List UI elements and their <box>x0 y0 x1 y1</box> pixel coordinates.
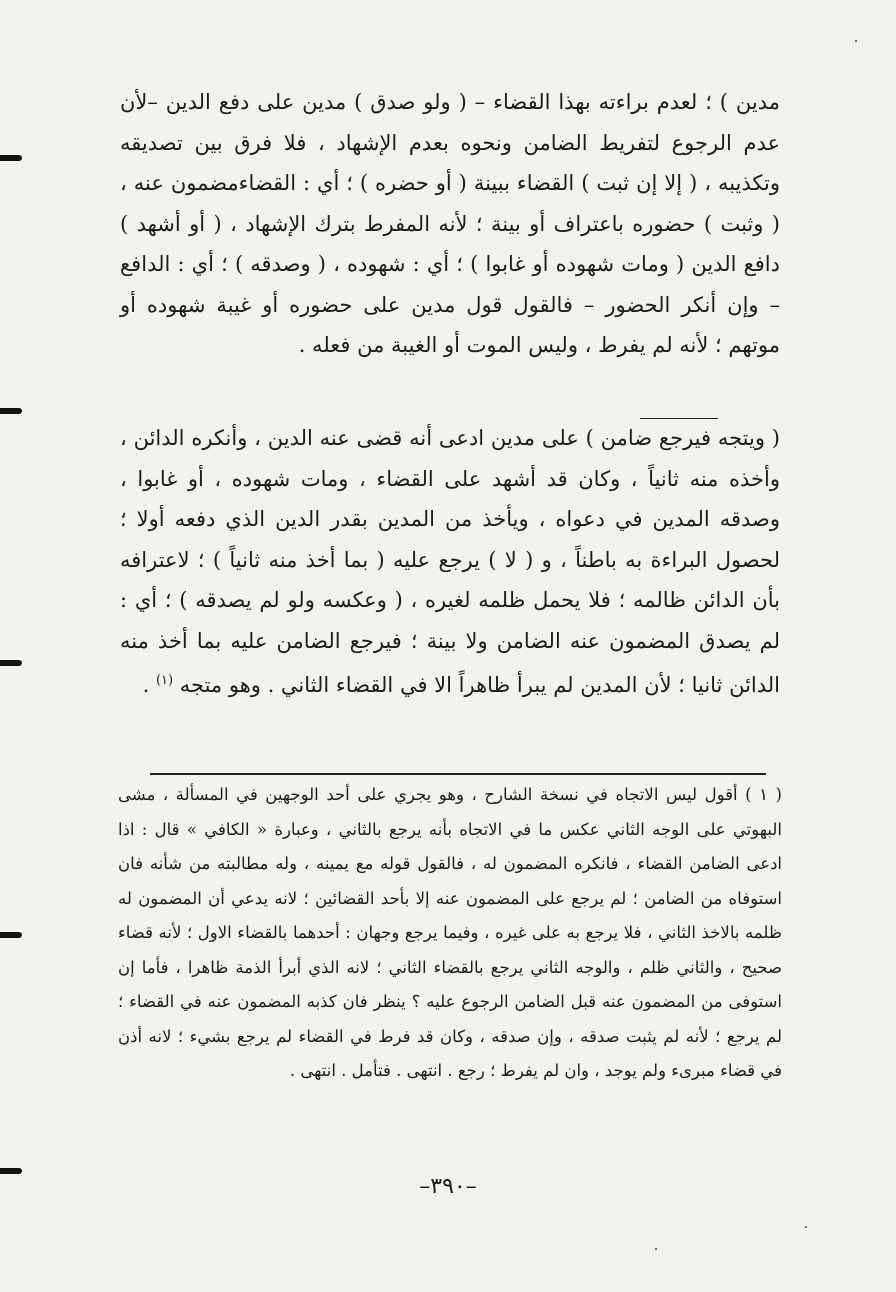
footnote-separator <box>150 773 766 775</box>
paper-speck <box>855 40 857 42</box>
footnote-reference: (١) <box>155 673 174 688</box>
main-paragraph-2: ( ويتجه فيرجع ضامن ) على مدين ادعى أنه قضى عنه الدين ، وأنكره الدائن ، وأخذه منه ثانياً ، وكان قد أشهد على القضاء ، ومات شهوده ، أو غابوا ، وصدقه المدين في دعواه ، ويأخذ من المدين بقدر الدين الذي دفعه أولا ؛ لحصول البراءة به باطناً ، و ( لا ) يرجع عليه ( بما أخذ منه ثانياً ) ؛ لاعترافه بأن الدائن ظالمه ؛ فلا يحمل ظلمه لغيره ، ( وعكسه ولو لم يصدقه ) ؛ أي : لم يصدق المضمون عنه الضامن ولا بينة ؛ فيرجع الضامن عليه بما أخذ منه الدائن ثانيا ؛ لأن المدين لم يبرأ ظاهراً الا في القضاء الثاني . وهو متجه $^{(١)}$ . <box>120 426 780 697</box>
binding-mark <box>0 155 22 161</box>
binding-mark <box>0 660 22 666</box>
binding-mark <box>0 408 22 414</box>
binding-mark <box>0 932 22 938</box>
paper-speck <box>655 1248 657 1250</box>
main-paragraph-2-text: ( ويتجه فيرجع ضامن ) على مدين ادعى أنه قضى عنه الدين ، وأنكره الدائن ، وأخذه منه ثانياً ، وكان قد أشهد على القضاء ، ومات شهوده ، أو غابوا ، وصدقه المدين في دعواه ، ويأخذ من المدين بقدر الدين الذي دفعه أولا ؛ لحصول البراءة به باطناً ، و ( لا ) يرجع عليه ( بما أخذ منه ثانياً ) ؛ لاعترافه بأن الدائن ظالمه ؛ فلا يحمل ظلمه لغيره ، ( وعكسه ولو لم يصدقه ) ؛ أي : لم يصدق المضمون عنه الضامن ولا بينة ؛ فيرجع الضامن عليه بما أخذ منه الدائن ثانيا ؛ لأن المدين لم يبرأ ظاهراً الا في القضاء الثاني . وهو متجه <box>120 426 780 697</box>
footnote: ( ١ ) أقول ليس الاتجاه في نسخة الشارح ، وهو يجري على أحد الوجهين في المسألة ، مشى البهوتي على الوجه الثاني عكس ما في الاتجاه بأنه يرجع بالثاني ، وعبارة « الكافي » قال : اذا ادعى الضامن القضاء ، فانكره المضمون له ، فالقول قوله مع يمينه ، وله مطالبته من شأنه فان استوفاه من الضامن ؛ لم يرجع على المضمون عنه إلا بأحد القضائين ؛ لانه يدعي أن المضمون له ظلمه بالاخذ الثاني ، فلا يرجع به على غيره ، وفيما يرجع وجهان : أحدهما بالقضاء الاول ؛ لأنه قضاء صحيح ، والثاني ظلم ، والوجه الثاني يرجع بالقضاء الثاني ؛ لانه الذي أبرأ الذمة ظاهرا ، فأما إن استوفى من المضمون عنه قبل الضامن الرجوع عليه ؟ ينظر فان كذبه المضمون عنه في القضاء ؛ لم يرجع ؛ لأنه لم يثبت صدقه ، وإن صدقه ، وكان قد فرط في القضاء لم يرجع بشيء ؛ لانه أذن في قضاء مبرىء ولم يوجد ، وان لم يفرط ؛ رجع . انتهى . فتأمل . انتهى . <box>118 785 783 1080</box>
page-number: –٣٩٠– <box>419 1174 477 1199</box>
main-paragraph-1: مدين ) ؛ لعدم براءته بهذا القضاء – ( ولو صدق ) مدين على دفع الدين –لأن عدم الرجوع لتفريط الضامن ونحوه بعدم الإشهاد ، فلا فرق بين تصديقه وتكذيبه ، ( إلا إن ثبت ) القضاء ببينة ( أو حضره ) ؛ أي : القضاءمضمون عنه ، ( وثبت ) حضوره باعتراف أو بينة ؛ لأنه المفرط بترك الإشهاد ، ( أو أشهد ) دافع الدين ( ومات شهوده أو غابوا ) ؛ أي : شهوده ، ( وصدقه ) ؛ أي : الدافع – وإن أنكر الحضور – فالقول قول مدين على حضوره أو غيبة شهوده أو موتهم ؛ لأنه لم يفرط ، وليس الموت أو الغيبة من فعله . <box>120 90 780 357</box>
paper-speck <box>805 1226 807 1228</box>
